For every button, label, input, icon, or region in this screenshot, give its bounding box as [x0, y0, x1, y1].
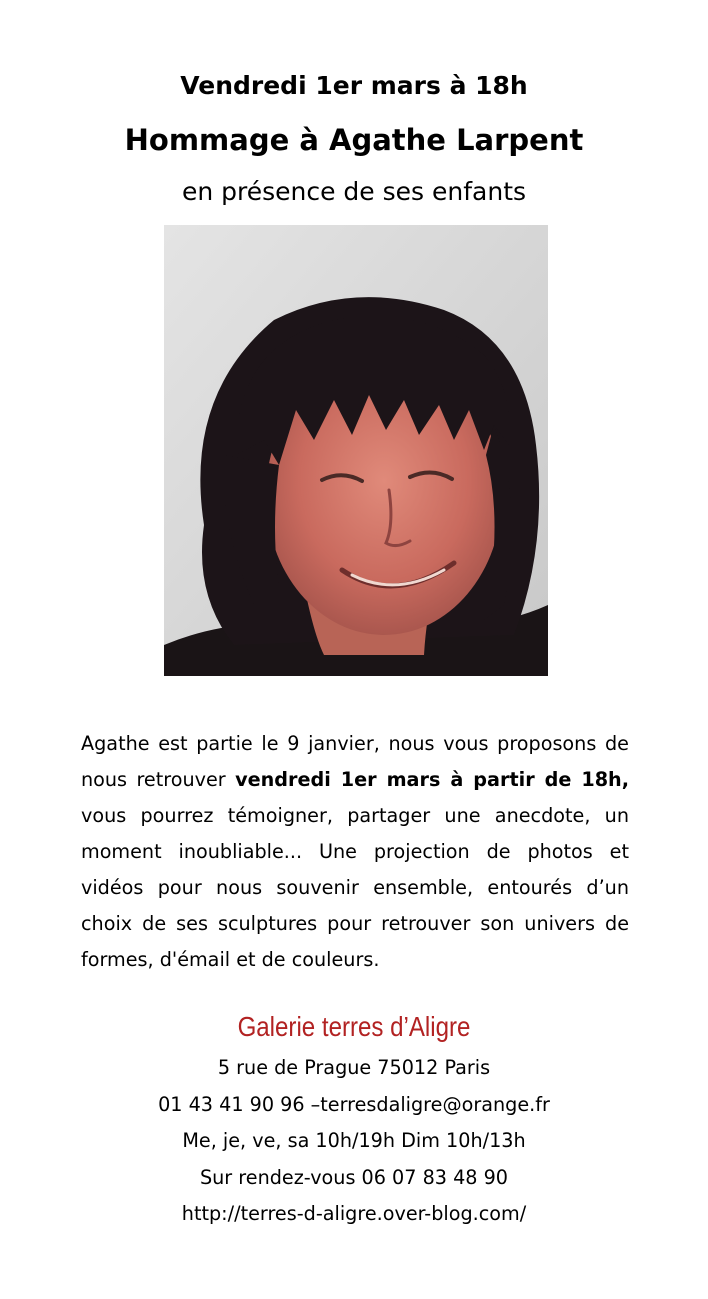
gallery-contact: 01 43 41 90 96 –terresdaligre@orange.fr	[158, 1093, 550, 1116]
portrait-photo	[164, 225, 548, 676]
body-text-rest: vous pourrez témoigner, partager une anecdote, un moment inoubliable... Une projection de photos et vidéos pour nous souvenir ensemble, entourés d’un choix de ses sculptures pour retrouver son univers de formes, d'émail et de couleurs.	[81, 804, 629, 971]
page-title: Hommage à Agathe Larpent	[124, 123, 584, 157]
event-date: Vendredi 1er mars à 18h	[180, 71, 528, 100]
body-paragraph	[81, 726, 629, 978]
body-text-intro: Agathe est partie le 9 janvier, nous vous proposons de nous retrouver	[81, 732, 629, 791]
portrait-illustration	[164, 225, 548, 676]
body-text-highlight: vendredi 1er mars à partir de 18h,	[235, 768, 630, 791]
gallery-address: 5 rue de Prague 75012 Paris	[217, 1056, 491, 1079]
gallery-hours: Me, je, ve, sa 10h/19h Dim 10h/13h	[182, 1129, 526, 1152]
gallery-website-link[interactable]: http://terres-d-aligre.over-blog.com/	[181, 1202, 527, 1225]
gallery-name: Galerie terres d’Aligre	[237, 1011, 471, 1042]
page-subtitle: en présence de ses enfants	[181, 177, 527, 206]
gallery-appointment: Sur rendez-vous 06 07 83 48 90	[199, 1166, 509, 1189]
